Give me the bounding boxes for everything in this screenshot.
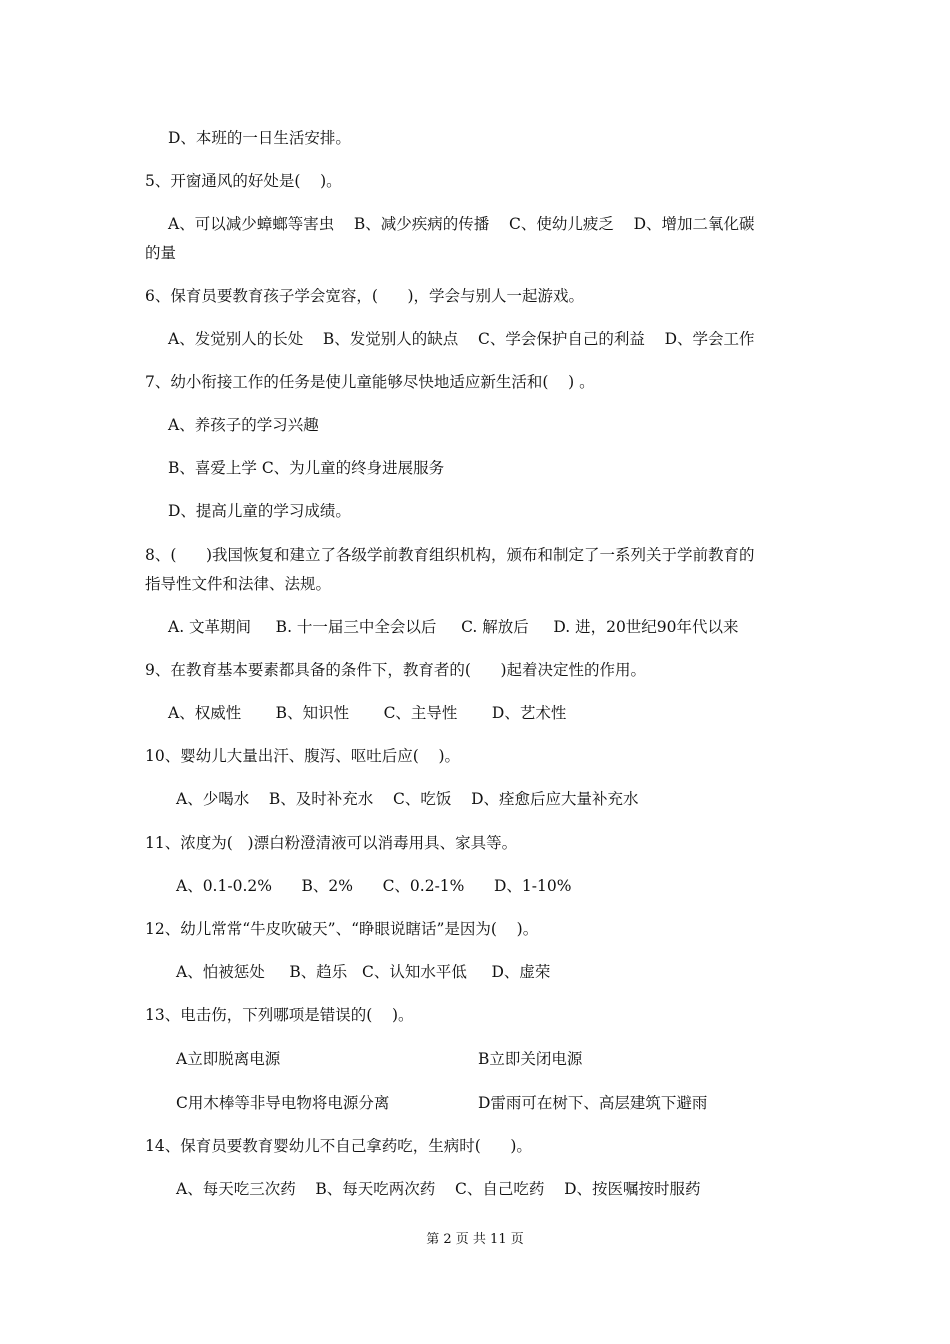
question-14: 14、保育员要教育婴幼儿不自己拿药吃，生病时( )。 — [145, 1137, 532, 1155]
question-5: 5、开窗通风的好处是( )。 — [145, 172, 342, 190]
question-9: 9、在教育基本要素都具备的条件下，教育者的( )起着决定性的作用。 — [145, 661, 647, 679]
option-line: A、权威性 B、知识性 C、主导性 D、艺术性 — [168, 704, 567, 722]
question-10: 10、婴幼儿大量出汗、腹泻、呕吐后应( )。 — [145, 747, 461, 765]
question-13: 13、电击伤，下列哪项是错误的( )。 — [145, 1006, 414, 1024]
option-line: A. 文革期间 B. 十一届三中全会以后 C. 解放后 D. 进，20世纪90年代以来 — [168, 618, 739, 636]
question-7: 7、幼小衔接工作的任务是使儿童能够尽快地适应新生活和( ) 。 — [145, 373, 595, 391]
option-line: A、怕被惩处 B、趋乐 C、认知水平低 D、虚荣 — [176, 963, 551, 981]
option-line: B、喜爱上学 C、为儿童的终身进展服务 — [168, 459, 445, 477]
option-d: D雷雨可在树下、高层建筑下避雨 — [478, 1094, 708, 1112]
option-a: A立即脱离电源 — [176, 1050, 281, 1068]
option-line: A、发觉别人的长处 B、发觉别人的缺点 C、学会保护自己的利益 D、学会工作 — [168, 330, 755, 348]
option-line: A、可以减少蟑螂等害虫 B、减少疾病的传播 C、使幼儿疲乏 D、增加二氧化碳 — [168, 215, 755, 233]
option-c: C用木棒等非导电物将电源分离 — [176, 1094, 390, 1112]
page-number-footer: 第 2 页 共 11 页 — [426, 1232, 524, 1247]
option-line: A、0.1-0.2% B、2% C、0.2-1% D、1-10% — [176, 877, 572, 895]
question-11: 11、浓度为( )漂白粉澄清液可以消毒用具、家具等。 — [145, 834, 518, 852]
option-line: A、少喝水 B、及时补充水 C、吃饭 D、痊愈后应大量补充水 — [176, 790, 639, 808]
question-6: 6、保育员要教育孩子学会宽容，( )，学会与别人一起游戏。 — [145, 287, 585, 305]
option-line: D、本班的一日生活安排。 — [168, 129, 351, 147]
question-8-continuation: 指导性文件和法律、法规。 — [145, 575, 332, 593]
option-line: A、每天吃三次药 B、每天吃两次药 C、自己吃药 D、按医嘱按时服药 — [176, 1180, 701, 1198]
question-8: 8、( )我国恢复和建立了各级学前教育组织机构，颁布和制定了一系列关于学前教育的 — [145, 546, 755, 564]
option-b: B立即关闭电源 — [478, 1050, 583, 1068]
option-line-continuation: 的量 — [145, 244, 177, 262]
option-line: D、提高儿童的学习成绩。 — [168, 502, 351, 520]
question-12: 12、幼儿常常“牛皮吹破天”、“睁眼说瞎话”是因为( )。 — [145, 920, 539, 938]
option-line: A、养孩子的学习兴趣 — [168, 416, 319, 434]
